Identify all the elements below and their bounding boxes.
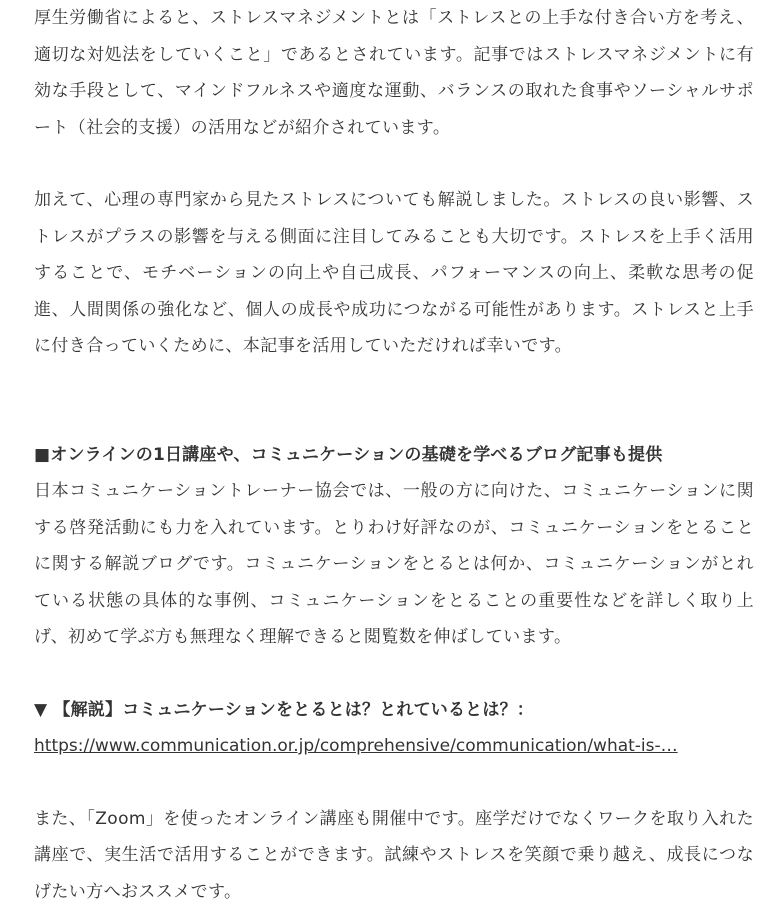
section-heading: ■オンラインの1日講座や、コミュニケーションの基礎を学べるブログ記事も提供 [34,444,663,465]
paragraph-communication-blog: 日本コミュニケーショントレーナー協会では、一般の方に向けた、コミュニケーションに関する啓発活動にも力を入れています。とりわけ好評なのが、コミュニケーションをとることに関する解説ブログです。コミュニケーションをとるとは何か、コミュニケーションがとれている状態の具体的な事例、コミュニケーションをとることの重要性などを詳しく取り上げ、初めて学ぶ方も無理なく理解できると閲覧数を伸ばしています。 [34,481,754,647]
link-title: ▼ 【解説】コミュニケーションをとるとは？とれているとは？： [34,699,534,720]
article-link[interactable]: https://www.communication.or.jp/comprehensive/communication/what-is-… [34,736,678,756]
article-body [34,0,754,910]
paragraph-stress-effects: 加えて、心理の専門家から見たストレスについても解説しました。ストレスの良い影響、ストレスがプラスの影響を与える側面に注目してみることも大切です。ストレスを上手く活用することで、モチベーションの向上や自己成長、パフォーマンスの向上、柔軟な思考の促進、人間関係の強化など、個人の成長や成功につながる可能性があります。ストレスと上手に付き合っていくために、本記事を活用していただければ幸いです。 [34,190,754,356]
paragraph-online-course: また、「Zoom」を使ったオンライン講座も開催中です。座学だけでなくワークを取り入れた講座で、実生活で活用することができます。試練やストレスを笑顔で乗り越え、成長につなげたい方へおススメです。 [34,808,754,902]
paragraph-stress-management: 厚生労働省によると、ストレスマネジメントとは「ストレスとの上手な付き合い方を考え、適切な対処法をしていくこと」であるとされています。記事ではストレスマネジメントに有効な手段として、マインドフルネスや適度な運動、バランスの取れた食事やソーシャルサポート（社会的支援）の活用などが紹介されています。 [34,8,754,138]
link-line [34,728,754,765]
